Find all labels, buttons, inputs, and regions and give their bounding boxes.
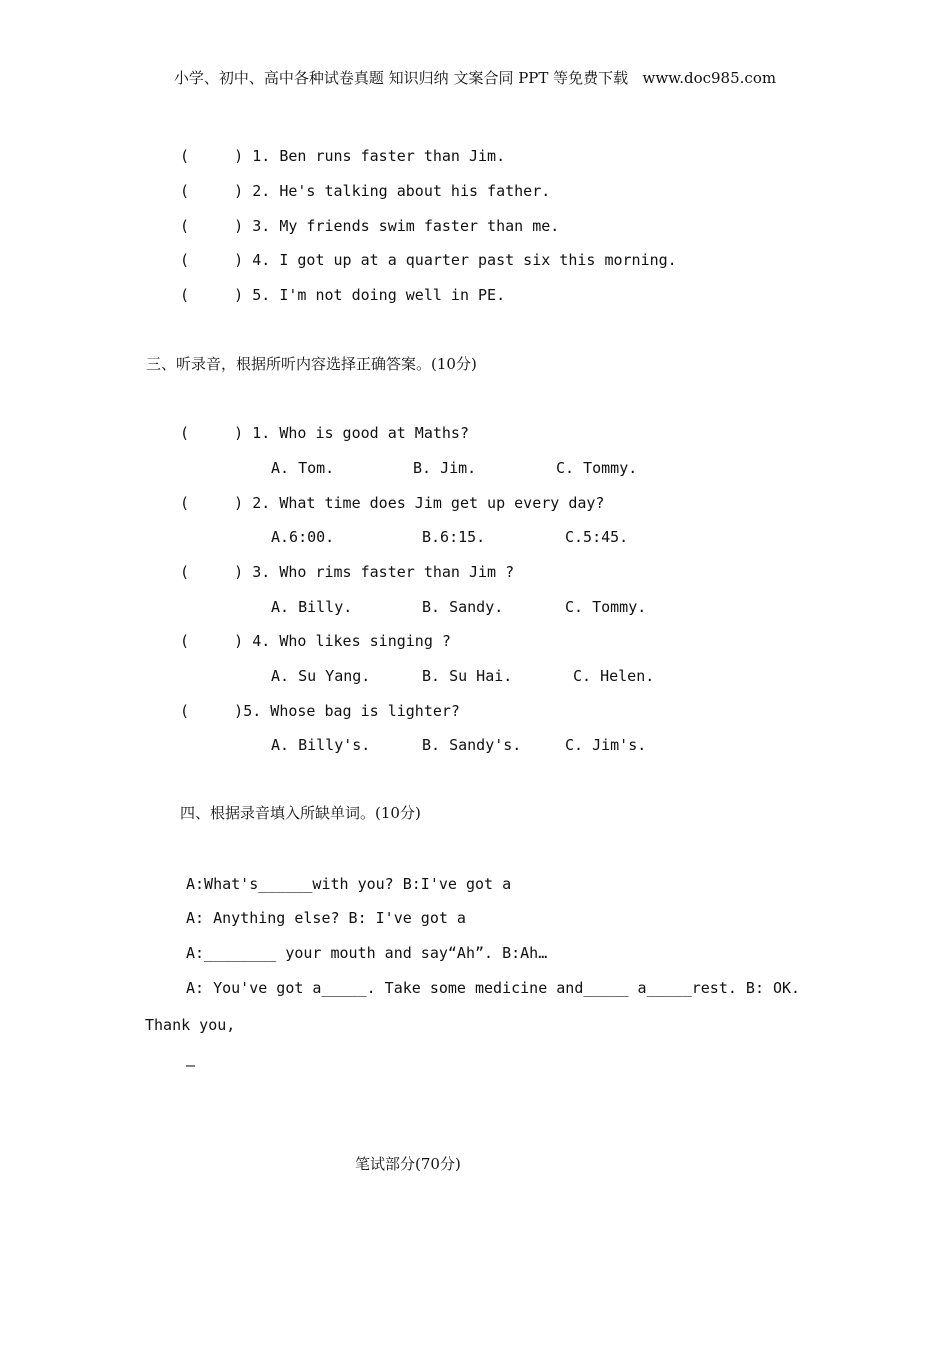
option-b: B. Sandy's. [422, 736, 522, 754]
dash-line: — [186, 1056, 196, 1074]
written-part-title: 笔试部分(70分) [355, 1155, 461, 1173]
dialogue-line: A: You've got a_____. Take some medicine and_____ a_____rest. B: OK. [186, 979, 801, 997]
option-a: A. Billy's. [271, 736, 371, 754]
option-b: B.6:15. [422, 528, 486, 546]
option-b: B. Su Hai. [422, 667, 513, 685]
question: ( ) 4. Who likes singing ? [180, 632, 451, 650]
list-item: ( ) 3. My friends swim faster than me. [180, 217, 560, 235]
question: ( ) 2. What time does Jim get up every day? [180, 494, 605, 512]
option-a: A.6:00. [271, 528, 335, 546]
option-c: C. Helen. [573, 667, 655, 685]
option-b: B. Jim. [413, 459, 477, 477]
option-a: A. Tom. [271, 459, 335, 477]
option-c: C.5:45. [565, 528, 629, 546]
option-b: B. Sandy. [422, 598, 504, 616]
section-4-title: 四、根据录音填入所缺单词。(10分) [180, 804, 421, 822]
page-header: 小学、初中、高中各种试卷真题 知识归纳 文案合同 PPT 等免费下载 www.doc985.com [173, 69, 777, 87]
option-c: C. Jim's. [565, 736, 647, 754]
option-a: A. Su Yang. [271, 667, 371, 685]
question: ( )5. Whose bag is lighter? [180, 702, 460, 720]
dialogue-line: A:________ your mouth and say“Ah”. B:Ah… [186, 944, 548, 962]
question: ( ) 1. Who is good at Maths? [180, 424, 469, 442]
question: ( ) 3. Who rims faster than Jim ? [180, 563, 515, 581]
list-item: ( ) 4. I got up at a quarter past six this morning. [180, 251, 677, 269]
dialogue-line: Thank you, [145, 1016, 236, 1034]
list-item: ( ) 1. Ben runs faster than Jim. [180, 147, 506, 165]
option-c: C. Tommy. [565, 598, 647, 616]
dialogue-line: A:What's______with you? B:I've got a [186, 875, 512, 893]
dialogue-line: A: Anything else? B: I've got a [186, 909, 466, 927]
list-item: ( ) 5. I'm not doing well in PE. [180, 286, 506, 304]
option-c: C. Tommy. [556, 459, 638, 477]
section-3-title: 三、听录音，根据所听内容选择正确答案。(10分) [146, 355, 477, 373]
list-item: ( ) 2. He's talking about his father. [180, 182, 551, 200]
option-a: A. Billy. [271, 598, 353, 616]
